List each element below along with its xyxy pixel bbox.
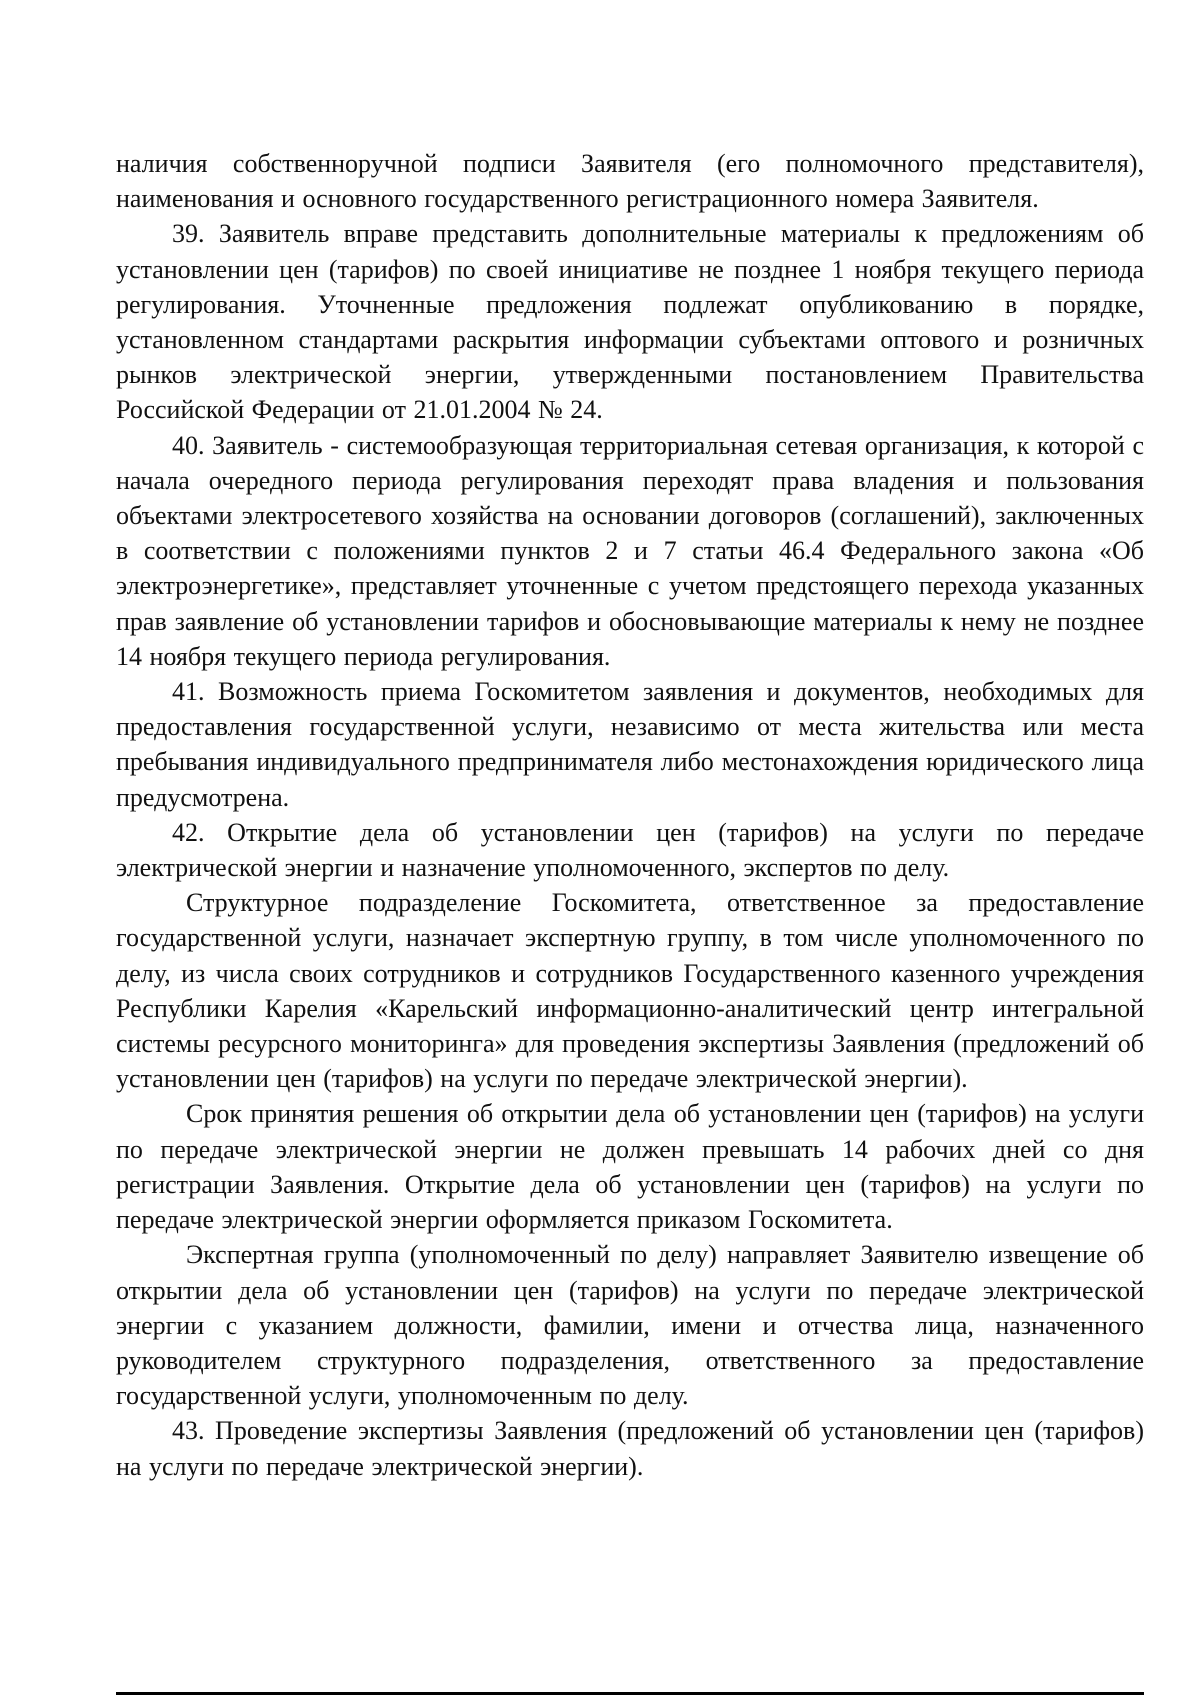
paragraph-42-deadline: Срок принятия решения об открытии дела об установлении цен (тарифов) на услуги по передаче электрической энергии не должен превышать 14 рабочих дней со дня регистрации Заявления. Открытие дела об установлении цен (тарифов) на услуги по передаче электрической энергии оформляется приказом Госкомитета. bbox=[116, 1099, 1144, 1235]
paragraph-42-expert-group: Структурное подразделение Госкомитета, ответственное за предоставление государственной услуги, назначает экспертную группу, в том числе уполномоченного по делу, из числа своих сотрудников и сотрудников Государственного казенного учреждения Республики Карелия «Карельский информационно-аналитический центр интегральной системы ресурсного мониторинга» для проведения экспертизы Заявления (предложений об установлении цен (тарифов) на услуги по передаче электрической энергии). bbox=[116, 888, 1144, 1094]
paragraph-39: 39. Заявитель вправе представить дополнительные материалы к предложениям об установлении цен (тарифов) по своей инициативе не позднее 1 ноября текущего периода регулирования. Уточненные предложения подлежат опубликованию в порядке, установленном стандартами раскрытия информации субъектами оптового и розничных рынков электрической энергии, утвержденными постановлением Правительства Российской Федерации от 21.01.2004 № 24. bbox=[116, 219, 1144, 425]
paragraph-43: 43. Проведение экспертизы Заявления (предложений об установлении цен (тарифов) на услуги по передаче электрической энергии). bbox=[116, 1416, 1144, 1481]
document-body bbox=[116, 146, 1144, 1484]
paragraph-42: 42. Открытие дела об установлении цен (тарифов) на услуги по передаче электрической энергии и назначение уполномоченного, экспертов по делу. bbox=[116, 817, 1144, 883]
paragraph-42-notification: Экспертная группа (уполномоченный по делу) направляет Заявителю извещение об открытии дела об установлении цен (тарифов) на услуги по передаче электрической энергии с указанием должности, фамилии, имени и отчества лица, назначенного руководителем структурного подразделения, ответственного за предоставление государственной услуги, уполномоченным по делу. bbox=[116, 1240, 1144, 1411]
paragraph-40: 40. Заявитель - системообразующая территориальная сетевая организация, к которой с начала очередного периода регулирования переходят права владения и пользования объектами электросетевого хозяйства на основании договоров (соглашений), заключенных в соответствии с положениями пунктов 2 и 7 статьи 46.4 Федерального закона «Об электроэнергетике», представляет уточненные с учетом предстоящего перехода указанных прав заявление об установлении тарифов и обосновывающие материалы к нему не позднее 14 ноября текущего периода регулирования. bbox=[116, 430, 1144, 671]
page-bottom-rule bbox=[116, 1692, 1144, 1695]
paragraph-continuation: наличия собственноручной подписи Заявителя (его полномочного представителя), наименования и основного государственного регистрационного номера Заявителя. bbox=[116, 149, 1144, 214]
paragraph-41: 41. Возможность приема Госкомитетом заявления и документов, необходимых для предоставления государственной услуги, независимо от места жительства или места пребывания индивидуального предпринимателя либо местонахождения юридического лица предусмотрена. bbox=[116, 677, 1144, 812]
